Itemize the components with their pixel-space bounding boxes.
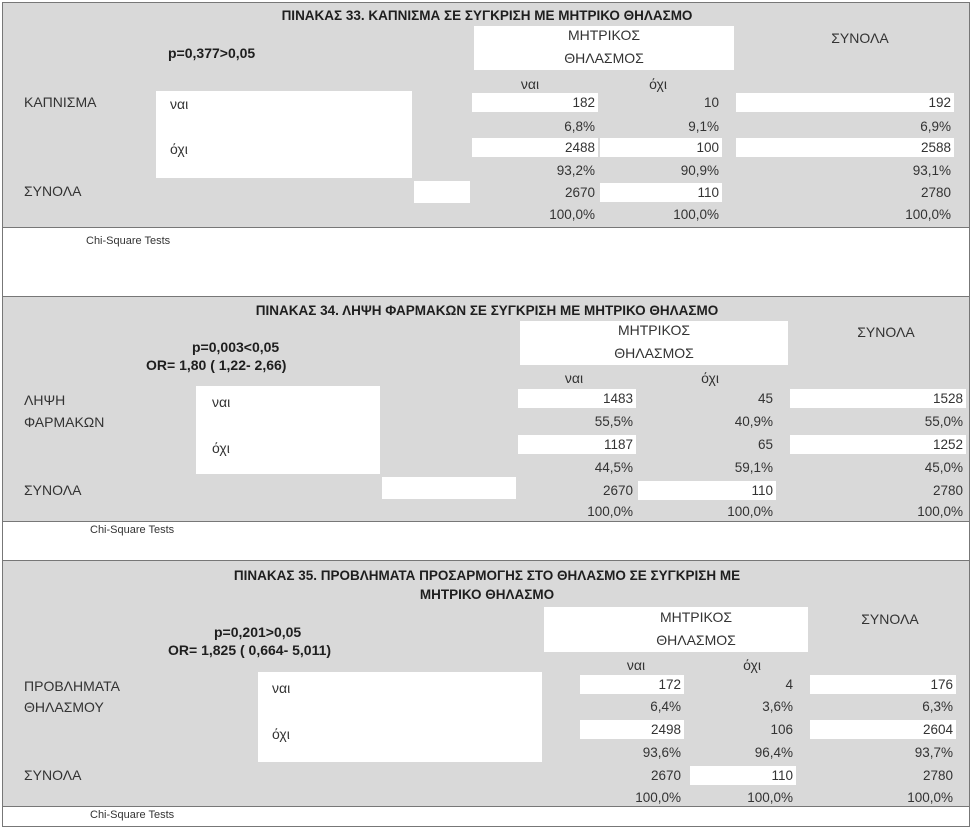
table-35-group-header-line2: ΘΗΛΑΣΜΟΣ	[656, 632, 736, 648]
table-33-cell: 93,1%	[912, 163, 951, 178]
table-35-cell: 93,7%	[914, 745, 953, 760]
table-35-col-no: όχι	[743, 657, 761, 673]
table-33-sub-box	[156, 91, 412, 178]
table-34-cell: 44,5%	[594, 460, 633, 475]
table-35-cell: 172	[580, 675, 684, 694]
table-35-row-label-line1: ΠΡΟΒΛΗΜΑΤΑ	[24, 678, 120, 694]
table-34-sub-yes: ναι	[212, 394, 231, 410]
table-33-group-header-line1: ΜΗΤΡΙΚΟΣ	[567, 27, 640, 43]
table-34-p-value: p=0,003<0,05	[192, 339, 280, 355]
table-35-sub-yes: ναι	[272, 680, 291, 696]
table-33-cell: 100,0%	[905, 207, 951, 222]
table-34-title: ΠΙΝΑΚΑΣ 34. ΛΗΨΗ ΦΑΡΜΑΚΩΝ ΣΕ ΣΥΓΚΡΙΣΗ ΜΕ ΜΗΤΡΙΚΟ ΘΗΛΑΣΜΟ	[255, 303, 719, 318]
table-34-or-value: OR= 1,80 ( 1,22- 2,66)	[146, 357, 287, 373]
table-34-cell: 100,0%	[917, 504, 963, 519]
table-33-cell: 100,0%	[673, 207, 719, 222]
table-33-totals-header: ΣΥΝΟΛΑ	[831, 30, 889, 46]
table-34-cell: 100,0%	[587, 504, 633, 519]
table-33-cell: 100,0%	[549, 207, 595, 222]
table-34-cell: 100,0%	[727, 504, 773, 519]
table-35-cell: 176	[810, 675, 956, 694]
table-34-cell: 1187	[518, 435, 636, 454]
table-35-cell: 96,4%	[754, 745, 793, 760]
table-35-cell: 2498	[580, 720, 684, 739]
table-33-row-label: ΚΑΠΝΙΣΜΑ	[24, 94, 97, 110]
table-35-sub-box	[258, 672, 542, 762]
table-34-cell: 55,0%	[924, 414, 963, 429]
table-33-title: ΠΙΝΑΚΑΣ 33. ΚΑΠΝΙΣΜΑ ΣΕ ΣΥΓΚΡΙΣΗ ΜΕ ΜΗΤΡΙΚΟ ΘΗΛΑΣΜΟ	[281, 8, 693, 23]
table-34-total-label: ΣΥΝΟΛΑ	[24, 482, 82, 498]
table-34-cell: 2780	[932, 483, 963, 498]
table-35-cell: 6,3%	[922, 699, 953, 714]
table-33-cell: 192	[736, 93, 954, 112]
table-35-title-line2: ΜΗΤΡΙΚΟ ΘΗΛΑΣΜΟ	[419, 587, 555, 602]
table-34-col-no: όχι	[701, 370, 719, 386]
table-35-cell: 2670	[650, 768, 681, 783]
table-33-col-yes: ναι	[520, 76, 540, 92]
table-33-cell: 93,2%	[556, 163, 595, 178]
table-35-cell: 2604	[810, 720, 956, 739]
table-34-cell: 59,1%	[734, 460, 773, 475]
table-33-col-no: όχι	[649, 76, 667, 92]
table-34-cell: 2670	[602, 483, 633, 498]
table-34-cell: 45	[757, 391, 773, 406]
table-33-sub-yes: ναι	[170, 96, 189, 112]
table-35-cell: 93,6%	[642, 745, 681, 760]
table-33-cell: 10	[703, 95, 719, 110]
table-35-cell: 6,4%	[650, 699, 681, 714]
table-33-total-label-box	[414, 181, 470, 203]
table-35-group-header-line1: ΜΗΤΡΙΚΟΣ	[659, 609, 732, 625]
table-33-cell: 110	[600, 183, 722, 202]
table-35-cell: 100,0%	[907, 790, 953, 805]
table-35-cell: 106	[770, 722, 793, 737]
table-33-total-label: ΣΥΝΟΛΑ	[24, 183, 82, 199]
table-33-cell: 6,9%	[920, 119, 951, 134]
table-35-totals-header: ΣΥΝΟΛΑ	[861, 611, 919, 627]
table-35-total-label: ΣΥΝΟΛΑ	[24, 767, 82, 783]
table-34-cell: 1483	[518, 389, 636, 408]
table-35-or-value: OR= 1,825 ( 0,664- 5,011)	[168, 642, 332, 658]
table-34-totals-header: ΣΥΝΟΛΑ	[857, 324, 915, 340]
table-34-group-header-line2: ΘΗΛΑΣΜΟΣ	[614, 345, 694, 361]
table-34-cell: 110	[638, 481, 776, 500]
table-33-group-header-line2: ΘΗΛΑΣΜΟΣ	[564, 50, 644, 66]
table-33-cell: 100	[600, 138, 722, 157]
table-33-cell: 9,1%	[688, 119, 719, 134]
table-34-col-yes: ναι	[564, 370, 584, 386]
table-34-cell: 1528	[790, 389, 966, 408]
table-34-group-header-line1: ΜΗΤΡΙΚΟΣ	[617, 322, 690, 338]
table-34-row-label-line1: ΛΗΨΗ	[24, 392, 66, 408]
table-34-cell: 45,0%	[924, 460, 963, 475]
table-34-cell: 65	[757, 437, 773, 452]
table-35-footer-text: Chi-Square Tests	[90, 809, 175, 821]
table-35-sub-no: όχι	[272, 726, 290, 742]
table-35-p-value: p=0,201>0,05	[214, 624, 302, 640]
table-35-cell: 4	[785, 677, 793, 692]
table-33-cell: 182	[472, 93, 598, 112]
table-34-row-label-line2: ΦΑΡΜΑΚΩΝ	[24, 414, 105, 430]
table-33-footer-text: Chi-Square Tests	[86, 235, 171, 247]
table-35-cell: 110	[690, 766, 796, 785]
table-33-cell: 6,8%	[564, 119, 595, 134]
table-34-cell: 1252	[790, 435, 966, 454]
table-34-cell: 40,9%	[734, 414, 773, 429]
table-35-col-yes: ναι	[626, 657, 646, 673]
table-34-sub-no: όχι	[212, 440, 230, 456]
table-35-cell: 100,0%	[747, 790, 793, 805]
table-33-p-value: p=0,377>0,05	[168, 45, 256, 61]
table-35-row-label-line2: ΘΗΛΑΣΜΟΥ	[24, 699, 104, 715]
table-33-cell: 2588	[736, 138, 954, 157]
table-35-cell: 100,0%	[635, 790, 681, 805]
table-33-cell: 90,9%	[680, 163, 719, 178]
table-35-cell: 2780	[922, 768, 953, 783]
table-35-title-line1: ΠΙΝΑΚΑΣ 35. ΠΡΟΒΛΗΜΑΤΑ ΠΡΟΣΑΡΜΟΓΗΣ ΣΤΟ ΘΗΛΑΣΜΟ ΣΕ ΣΥΓΚΡΙΣΗ ΜΕ	[233, 568, 741, 583]
table-35-cell: 3,6%	[762, 699, 793, 714]
table-33-cell: 2780	[920, 185, 951, 200]
table-34-footer-text: Chi-Square Tests	[90, 524, 175, 536]
table-33-sub-no: όχι	[170, 141, 188, 157]
table-34-cell: 55,5%	[594, 414, 633, 429]
table-33-cell: 2488	[472, 138, 598, 157]
table-34-total-label-box	[382, 477, 516, 499]
table-33-cell: 2670	[564, 185, 595, 200]
